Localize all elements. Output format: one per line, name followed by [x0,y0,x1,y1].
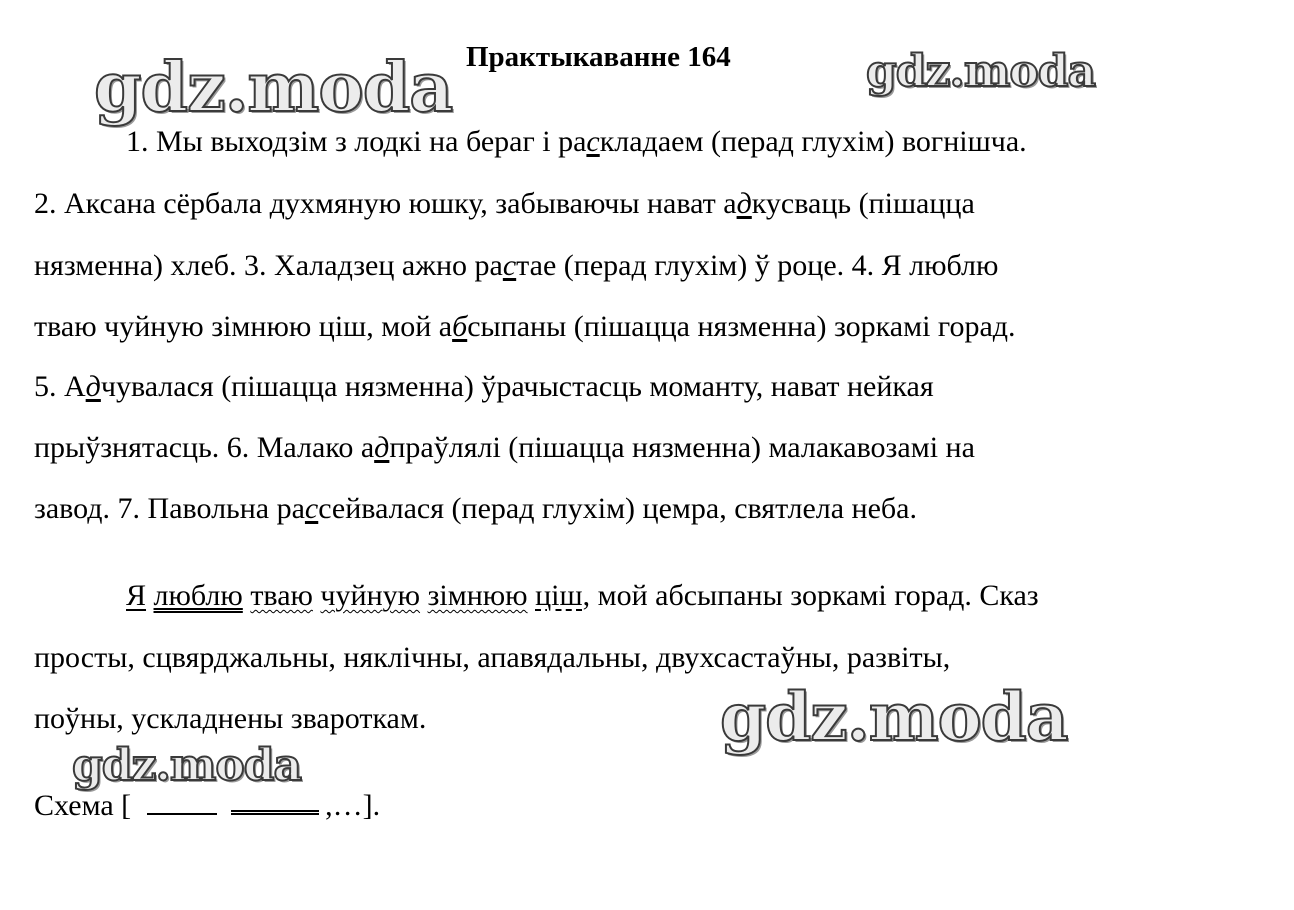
object-word: ціш [535,579,583,612]
watermark-logo: gdz.moda [866,46,1096,97]
watermark-logo: gdz.moda [94,48,453,128]
text-line-1: 1. Мы выходзім з лодкі на бераг і раскладаем (перад глухім) вогнішча. [126,125,1027,158]
analysis-line-2: просты, сцвярджальны, няклічны, апавядальны, двухсастаўны, развіты, [34,641,951,674]
text-line-7: завод. 7. Павольна рассейвалася (перад глухім) цемра, святлела неба. [34,492,917,525]
highlighted-letter: д [374,431,390,464]
highlighted-letter: с [586,125,600,158]
watermark-logo: gdz.moda [72,740,302,791]
highlighted-letter: с [304,492,319,525]
text-line-5: 5. Адчувалася (пішацца нязменна) ўрачыстасць моманту, нават нейкая [34,370,934,403]
text-line-2: 2. Аксана сёрбала духмяную юшку, забываючы нават адкусваць (пішацца [34,187,975,220]
subject-mark [147,791,217,815]
analysis-line-1: Я люблю тваю чуйную зімнюю ціш, мой абсыпаны зоркамі горад. Сказ [126,579,1039,612]
text-line-4: тваю чуйную зімнюю ціш, мой абсыпаны (пішацца нязменна) зоркамі горад. [34,310,1016,343]
scheme-line: Схема [ ,…]. [34,789,381,822]
highlighted-letter: д [736,187,752,220]
subject-word: Я [126,579,147,612]
highlighted-letter: д [85,370,101,403]
watermark-logo: gdz.moda [720,678,1068,756]
text-line-3: нязменна) хлеб. 3. Халадзец ажно растае (перад глухім) ў роце. 4. Я люблю [34,249,999,282]
page-title: Практыкаванне 164 [466,41,731,73]
highlighted-letter: б [452,310,468,343]
analysis-line-3: поўны, ускладнены звароткам. [34,702,427,735]
highlighted-letter: с [502,249,517,282]
text-line-6: прыўзнятасць. 6. Малако адпраўлялі (пішацца нязменна) малакавозамі на [34,431,975,464]
scheme-label: Схема [ [34,789,132,822]
attribute-word: зімнюю [427,579,528,612]
predicate-mark [231,790,319,815]
predicate-word: люблю [153,579,243,612]
attribute-word: чуйную [320,579,421,612]
attribute-word: тваю [250,579,313,612]
